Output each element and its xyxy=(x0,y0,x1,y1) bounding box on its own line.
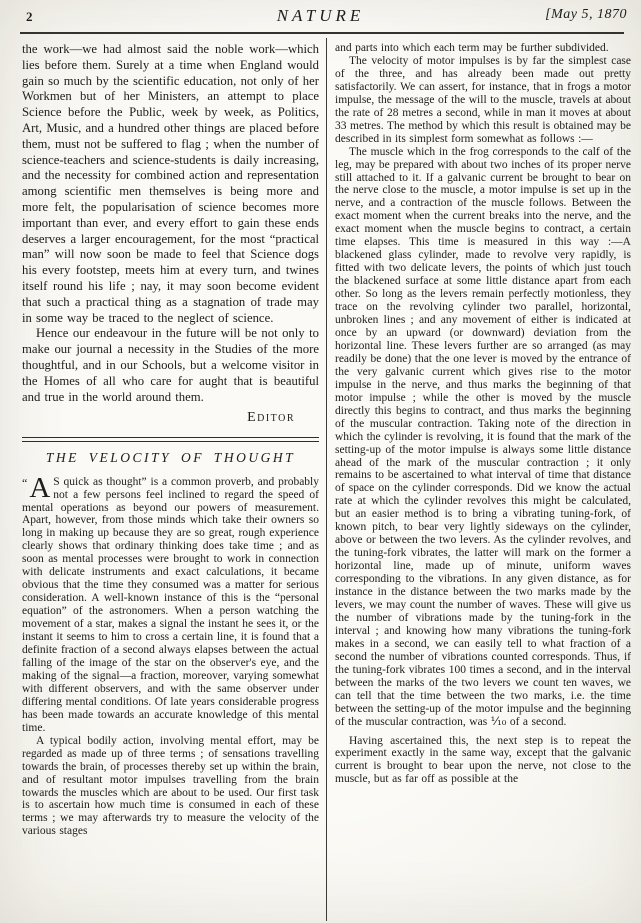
right-column xyxy=(335,42,631,786)
opening-quote-mark: “ xyxy=(22,475,28,490)
issue-date: [May 5, 1870 xyxy=(545,7,627,22)
editorial-signature: Editor xyxy=(247,410,295,426)
article-opening-paragraph xyxy=(22,471,319,735)
left-column xyxy=(22,42,319,838)
journal-title: NATURE xyxy=(276,6,365,25)
article-paragraph: The velocity of motor impulses is by far the simplest case of the three, and has already been made out pretty satisfactorily. We can assert, for instance, that in frogs a motor impulse, the message of the will to the muscle, travels at about the rate of 28 metres a second, while in man it moves at about 33 metres. The method by which this result is obtained may be described in its simplest form somewhat as follows :— xyxy=(335,54,631,145)
article-paragraph-continuation: and parts into which each term may be further subdivided. xyxy=(335,42,609,54)
article-paragraph: Having ascertained this, the next step is to repeat the experiment exactly in the same way, except that the galvanic current is brought to bear upon the nerve, not close to the muscle, but as far off as possible at the xyxy=(335,734,631,786)
header-rule xyxy=(20,32,624,34)
article-opening-paragraph-text: S quick as thought” is a common proverb, and probably not a few persons feel inclined to regard the speed of mental operations as beyond our powers of measurement. Apart, however, from those minds which take their owners so long in making up because they are so great, rough experience clearly shows that ordinary thinking does take time ; and as soon as mental processes were brought to work in connection with delicate instruments and exact calculations, it became obvious that the time they consumed was a matter for serious consideration. A well-known instance of this is the “personal equation” of the astronomers. When a person watching the movement of a star, makes a signal the instant he sees it, or the instant it seems to him to cross a certain line, it is found that a definite fraction of a second always elapses between the actual falling of the image of the star on the observer's eye, and the making of the signal—a fraction, moreover, varying somewhat with different observers, and with the same observer under differing mental conditions. Of late years considerable progress has been made towards an accurate knowledge of this mental time. xyxy=(22,475,319,734)
editorial-paragraph-continuation: the work—we had almost said the noble work—which lies before them. Surely at a time when England would gain so much by the scientific education, not only of her Workmen but of her Ministers, an attempt to place Science before the Public, week by week, as Politics, Art, Music, and a hundred other things are placed before them, must not be suffered to flag ; when the number of science-teachers and science-students is daily increasing, and the necessity for combined action and representation among scientific men themselves is being more and more felt, the popularisation of science becomes more important than ever, and every effort to gain these ends deserves a larger encouragement, for the most “practical man” will now soon be made to feel that Science dogs his every footstep, meets him at every turn, and twines itself round his life ; nay, it may soon become evident that such a practical thing as a stagnation of trade may in some way be traced to the neglect of science. xyxy=(22,42,319,325)
column-divider-rule xyxy=(326,38,327,921)
editorial-paragraph: Hence our endeavour in the future will be not only to make our journal a necessity in the Studies of the more thoughtful, and in our Schools, but a welcome visitor in the Homes of all who care for aught that is beautiful and true in the world around them. xyxy=(22,326,319,404)
section-divider-rule xyxy=(22,437,319,442)
article-paragraph: The muscle which in the frog corresponds to the calf of the leg, may be prepared with about two inches of its proper nerve still attached to it. If a galvanic current be brought to bear on the nerve close to the muscle, a motor impulse is set up in the nerve, and a contraction of the muscle follows. Between the exact moment when the current breaks into the nerve, and the exact moment when the muscle begins to contract, a certain time elapses. This time is measured in this way :—A blackened glass cylinder, made to revolve very rapidly, is fitted with two delicate levers, the points of which just touch the blackened surface at some little distance apart from each other. So long as the levers remain perfectly motionless, they trace on the revolving cylinder two parallel, horizontal, unbroken lines ; and any movement of either is indicated at once by an upward (or downward) deviation from the horizontal line. These levers further are so arranged (as may readily be done) that the one lever is moved by the entrance of the very galvanic current which gives rise to the motor impulse in the nerve, and thus marks the beginning of that motor impulse ; while the other is moved by the muscle directly this begins to contract, and thus marks the beginning of the muscular contraction. Taking note of the direction in which the cylinder is revolving, it is found that the mark of the setting-up of the motor impulse is always some little distance ahead of the mark of the muscular contraction ; it only remains to be ascertained to what interval of time that distance of space on the cylinder corresponds. Did we know the actual rate at which the cylinder revolves this might be calculated, but an easier method is to bring a vibrating tuning-fork, of known pitch, to bear very lightly sideways on the cylinder, above or between the two levers. As the cylinder revolves, and the tuning-fork vibrates, the latter will mark on the former a horizontal line, made up of minute, uniform waves corresponding to the vibrations. In any given distance, as for instance in the distance between the two marks made by the levers, we may count the number of waves. These will give us the number of vibrations made by the tuning-fork in the interval ; and knowing how many vibrations the tuning-fork makes in a second, we can easily tell to what fraction of a second the number of vibrations counted corresponds. Thus, if the tuning-fork vibrates 100 times a second, and in the interval between the marks of the two levers we count ten waves, we can tell that the time between the two marks, i.e. the time between the setting-up of the motor impulse and the beginning of the muscular contraction, was ⅒ of a second. xyxy=(335,145,631,728)
article-paragraph: A typical bodily action, involving mental effort, may be regarded as made up of three terms ; of sensations travelling towards the brain, of processes thereby set up within the brain, and of resultant motor impulses travelling from the brain towards the muscles which are about to be used. Our first task is to ascertain how much time is consumed in each of these terms ; we may afterwards try to measure the velocity of the various stages xyxy=(22,734,319,838)
dropcap-letter: A xyxy=(29,471,51,504)
page-header xyxy=(0,0,641,34)
article-title: THE VELOCITY OF THOUGHT xyxy=(45,449,296,465)
page-number: 2 xyxy=(26,9,33,24)
